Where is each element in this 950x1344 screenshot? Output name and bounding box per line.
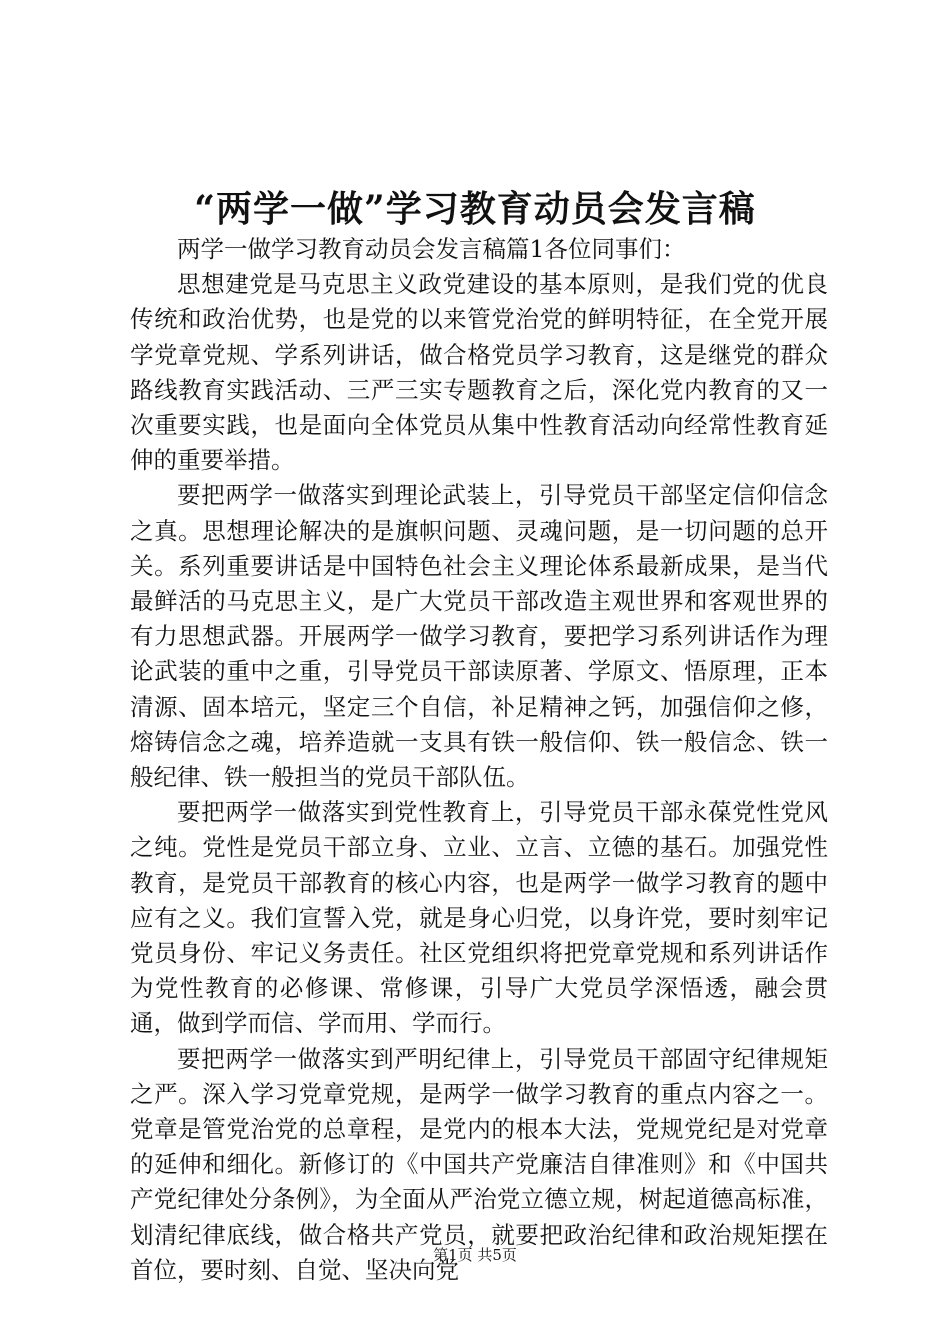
paragraph-party-spirit-education: 要把两学一做落实到党性教育上，引导党员干部永葆党性党风之纯。党性是党员干部立身、立业、立言、立德的基石。加强党性教育，是党员干部教育的核心内容，也是两学一做学习教育的题中应有之义。我们宣誓入党，就是身心归党，以身许党，要时刻牢记党员身份、牢记义务责任。社区党组织将把党章党规和系列讲话作为党性教育的必修课、常修课，引导广大党员学深悟透，融会贯通，做到学而信、学而用、学而行。 (130, 798, 828, 1038)
paragraph-strict-discipline: 要把两学一做落实到严明纪律上，引导党员干部固守纪律规矩之严。深入学习党章党规，是两学一做学习教育的重点内容之一。党章是管党治党的总章程，是党内的根本大法，党规党纪是对党章的延伸和细化。新修订的《中国共产党廉洁自律准则》和《中国共产党纪律处分条例》，为全面从严治党立德立规，树起道德高标准，划清纪律底线，做合格共产党员，就要把政治纪律和政治规矩摆在首位，要时刻、自觉、坚决向党 (130, 1044, 828, 1284)
page-number-footer: 第1页 共5页 (433, 1246, 517, 1264)
paragraph-ideological-party-building: 思想建党是马克思主义政党建设的基本原则，是我们党的优良传统和政治优势，也是党的以来管党治党的鲜明特征，在全党开展学党章党规、学系列讲话，做合格党员学习教育，这是继党的群众路线教育实践活动、三严三实专题教育之后，深化党内教育的又一次重要实践，也是面向全体党员从集中性教育活动向经常性教育延伸的重要举措。 (130, 270, 828, 475)
opening-paragraph: 两学一做学习教育动员会发言稿篇1各位同事们： (177, 235, 686, 263)
document-title: “两学一做”学习教育动员会发言稿 (194, 188, 756, 230)
document-body (130, 232, 828, 1288)
paragraph-theory-armament: 要把两学一做落实到理论武装上，引导党员干部坚定信仰信念之真。思想理论解决的是旗帜问题、灵魂问题，是一切问题的总开关。系列重要讲话是中国特色社会主义理论体系最新成果，是当代最鲜活的马克思主义，是广大党员干部改造主观世界和客观世界的有力思想武器。开展两学一做学习教育，要把学习系列讲话作为理论武装的重中之重，引导党员干部读原著、学原文、悟原理，正本清源、固本培元，坚定三个自信，补足精神之钙，加强信仰之修，熔铸信念之魂，培养造就一支具有铁一般信仰、铁一般信念、铁一般纪律、铁一般担当的党员干部队伍。 (130, 481, 828, 792)
